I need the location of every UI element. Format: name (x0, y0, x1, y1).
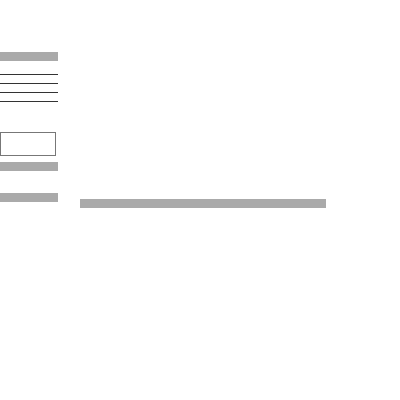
paragraph (340, 88, 400, 100)
text-line (0, 182, 58, 188)
paragraph (340, 6, 400, 18)
left-column (0, 0, 58, 400)
paragraph (340, 74, 400, 86)
note-box (0, 132, 56, 156)
paragraph (80, 213, 326, 225)
paragraph (80, 169, 326, 181)
paragraph (80, 115, 326, 127)
paragraph (340, 115, 400, 127)
paragraph (80, 74, 326, 86)
note-line (4, 142, 52, 148)
section-bar (0, 193, 58, 202)
paragraph (80, 142, 326, 154)
paragraph (80, 101, 326, 113)
paragraph (80, 20, 326, 32)
paragraph (80, 183, 326, 195)
paragraph (80, 128, 326, 140)
right-column (340, 0, 400, 400)
table-row (0, 75, 58, 84)
paragraph (80, 254, 326, 266)
table-row (0, 93, 58, 102)
paragraph (80, 60, 326, 72)
paragraph (340, 33, 400, 45)
paragraph (80, 33, 326, 45)
paragraph (80, 156, 326, 168)
table-row (0, 84, 58, 93)
paragraph (80, 281, 326, 293)
text-line (0, 224, 58, 230)
paragraph (80, 6, 326, 18)
paragraph (340, 101, 400, 113)
table-row (0, 66, 58, 75)
paragraph (340, 47, 400, 59)
middle-column (80, 0, 326, 400)
paragraph (80, 47, 326, 59)
paragraph (80, 241, 326, 253)
paragraph (80, 268, 326, 280)
paragraph (340, 60, 400, 72)
paragraph (340, 20, 400, 32)
paragraph (80, 88, 326, 100)
section-bar (0, 52, 58, 61)
section-bar (0, 162, 58, 171)
section-title (80, 199, 326, 208)
paragraph (80, 227, 326, 239)
